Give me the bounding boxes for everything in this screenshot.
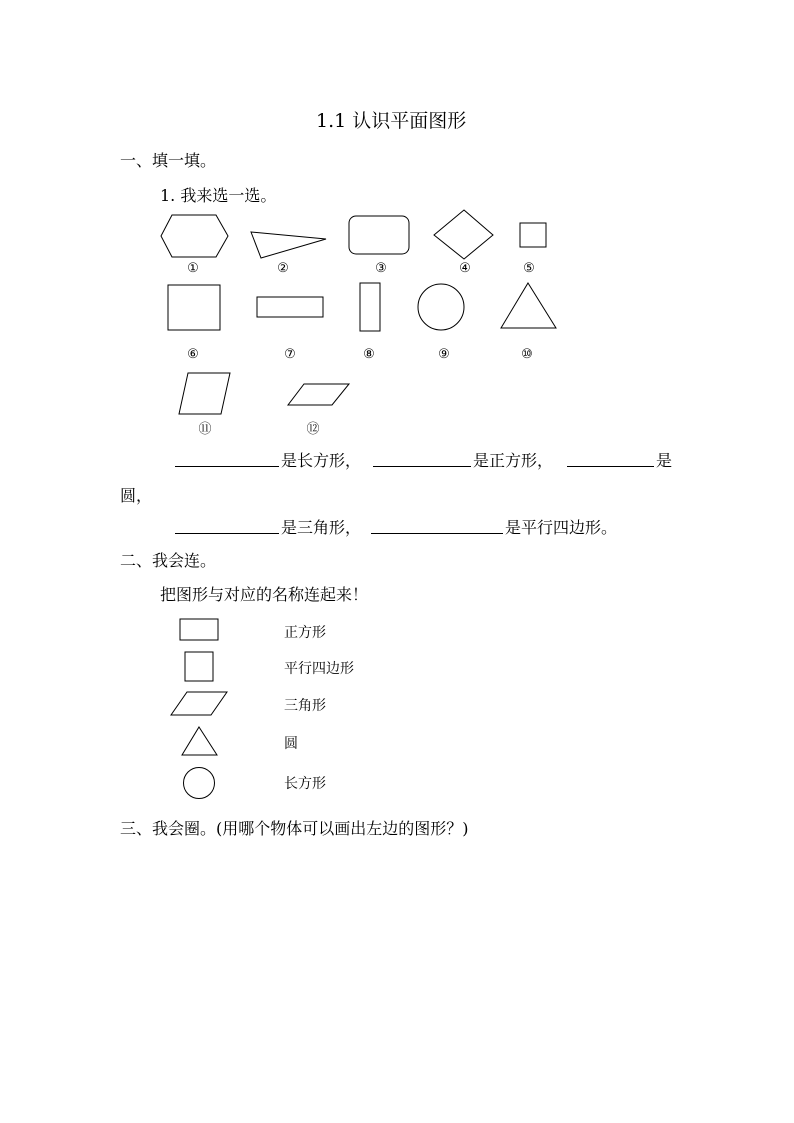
triangle-shape-10 bbox=[500, 282, 558, 330]
section2-heading: 二、我会连。 bbox=[120, 551, 217, 570]
shape-number-8: ⑧ bbox=[363, 347, 375, 362]
shape-number-9: ⑨ bbox=[438, 347, 450, 362]
shape-number-3: ③ bbox=[375, 261, 387, 276]
answer-blank-parallelogram[interactable] bbox=[371, 533, 503, 534]
small-square-shape-5 bbox=[519, 222, 547, 248]
answer-label-square: 是正方形， bbox=[473, 451, 554, 470]
tall-rectangle-shape-8 bbox=[359, 282, 382, 332]
rounded-rectangle-shape-3 bbox=[348, 215, 410, 255]
answer-blank-triangle[interactable] bbox=[175, 533, 279, 534]
match-triangle-shape[interactable] bbox=[181, 726, 219, 758]
shape-number-2: ② bbox=[277, 261, 289, 276]
page-title: 1.1 认识平面图形 bbox=[316, 110, 467, 132]
answer-label-triangle: 是三角形， bbox=[281, 518, 362, 537]
match-parallelogram-shape[interactable] bbox=[170, 691, 230, 717]
section2-instruction: 把图形与对应的名称连起来！ bbox=[160, 585, 369, 604]
shape-number-7: ⑦ bbox=[284, 347, 296, 362]
answer-blank-circle[interactable] bbox=[567, 466, 654, 467]
match-name-parallelogram[interactable]: 平行四边形 bbox=[284, 661, 354, 677]
shape-number-12: ⑫ bbox=[306, 422, 320, 437]
match-name-rectangle[interactable]: 长方形 bbox=[284, 776, 326, 792]
match-square-shape[interactable] bbox=[184, 651, 216, 683]
parallelogram-shape-12 bbox=[287, 383, 351, 407]
shape-number-4: ④ bbox=[459, 261, 471, 276]
diamond-shape-4 bbox=[433, 209, 495, 261]
answer-label-rectangle: 是长方形， bbox=[281, 451, 362, 470]
question-1: 1. 我来选一选。 bbox=[160, 186, 277, 205]
shape-number-5: ⑤ bbox=[523, 261, 535, 276]
section3-heading: 三、我会圈。(用哪个物体可以画出左边的图形？) bbox=[120, 819, 469, 838]
shape-number-11: ⑪ bbox=[198, 422, 212, 437]
shape-number-10: ⑩ bbox=[521, 347, 533, 362]
parallelogram-shape-11 bbox=[178, 372, 232, 416]
shape-number-1: ① bbox=[187, 261, 199, 276]
rectangle-shape-7 bbox=[256, 296, 324, 318]
square-shape-6 bbox=[167, 284, 221, 331]
answer-label-circle-a: 是 bbox=[656, 451, 673, 470]
answer-label-circle-b: 圆， bbox=[120, 486, 153, 505]
answer-blank-rectangle[interactable] bbox=[175, 466, 279, 467]
match-name-square[interactable]: 正方形 bbox=[284, 625, 326, 641]
match-name-triangle[interactable]: 三角形 bbox=[284, 698, 326, 714]
triangle-shape-2 bbox=[250, 228, 328, 260]
shape-number-6: ⑥ bbox=[187, 347, 199, 362]
match-circle-shape[interactable] bbox=[182, 766, 216, 800]
answer-label-parallelogram: 是平行四边形。 bbox=[505, 518, 618, 537]
match-name-circle[interactable]: 圆 bbox=[284, 736, 298, 752]
circle-shape-9 bbox=[416, 283, 466, 331]
answer-blank-square[interactable] bbox=[373, 466, 471, 467]
section1-heading: 一、填一填。 bbox=[120, 151, 217, 170]
hexagon-shape-1 bbox=[160, 214, 230, 258]
match-rectangle-shape[interactable] bbox=[179, 618, 221, 642]
